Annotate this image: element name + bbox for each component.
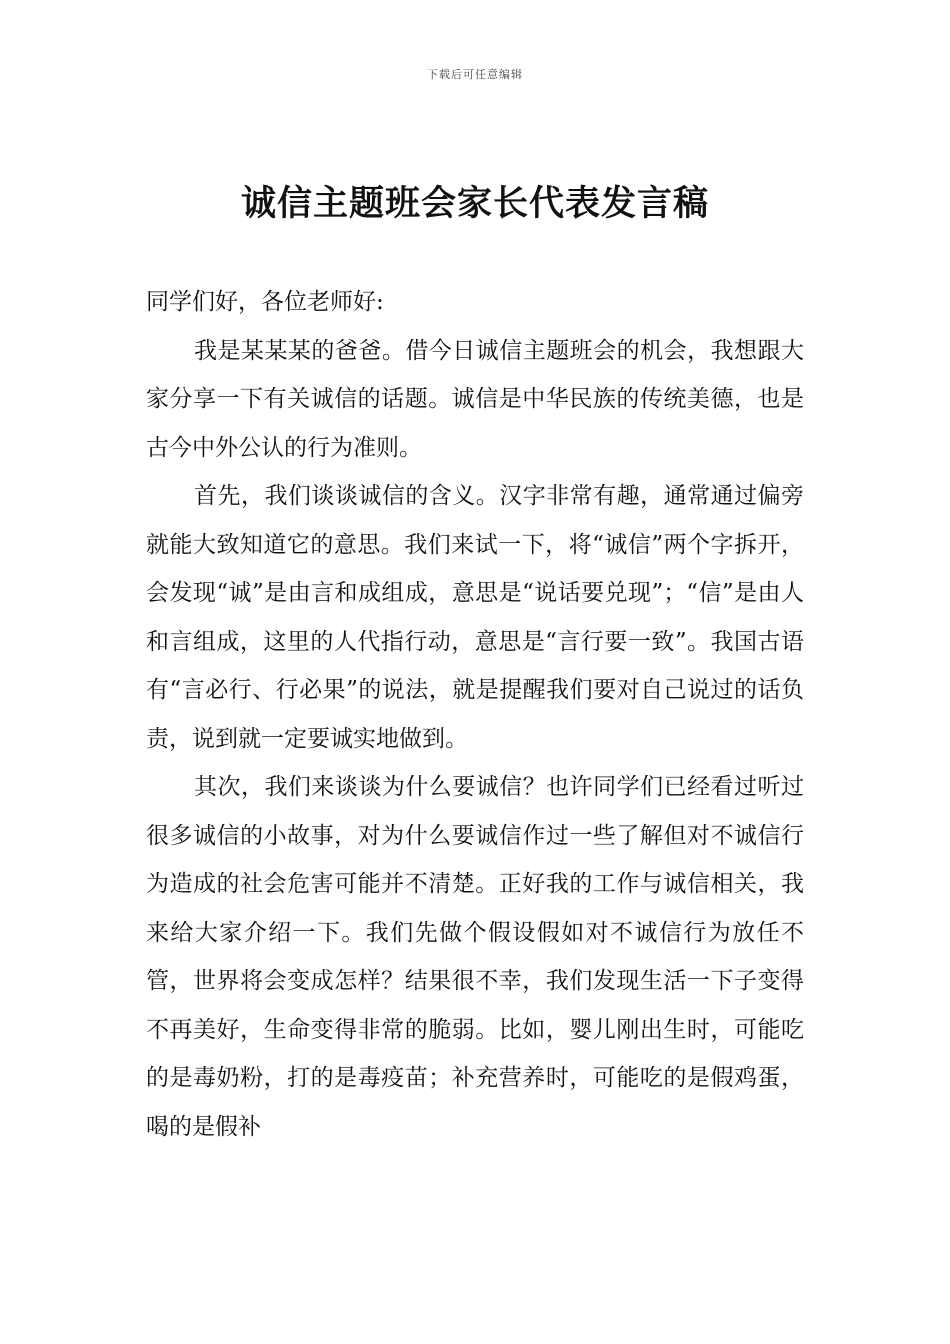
document-body (146, 278, 804, 1151)
paragraph-intro: 我是某某某的爸爸。借今日诚信主题班会的机会，我想跟大家分享一下有关诚信的话题。诚信是中华民族的传统美德，也是古今中外公认的行为准则。 (146, 337, 804, 461)
greeting: 同学们好，各位老师好: (146, 289, 384, 315)
document-title: 诚信主题班会家长代表发言稿 (240, 184, 709, 224)
header-note: 下载后可任意编辑 (427, 68, 523, 81)
paragraph-meaning: 首先，我们谈谈诚信的含义。汉字非常有趣，通常通过偏旁就能大致知道它的意思。我们来试一下，将“诚信”两个字拆开，会发现“诚”是由言和成组成，意思是“说话要兑现”；“信”是由人和言组成，这里的人代指行动，意思是“言行要一致”。我国古语有“言必行、行必果”的说法，就是提醒我们要对自己说过的话负责，说到就一定要诚实地做到。 (146, 483, 804, 752)
paragraph-why: 其次，我们来谈谈为什么要诚信？也许同学们已经看过听过很多诚信的小故事，对为什么要诚信作过一些了解但对不诚信行为造成的社会危害可能并不清楚。正好我的工作与诚信相关，我来给大家介绍一下。我们先做个假设假如对不诚信行为放任不管，世界将会变成怎样？结果很不幸，我们发现生活一下子变得不再美好，生命变得非常的脆弱。比如，婴儿刚出生时，可能吃的是毒奶粉，打的是毒疫苗；补充营养时，可能吃的是假鸡蛋，喝的是假补 (146, 774, 804, 1140)
